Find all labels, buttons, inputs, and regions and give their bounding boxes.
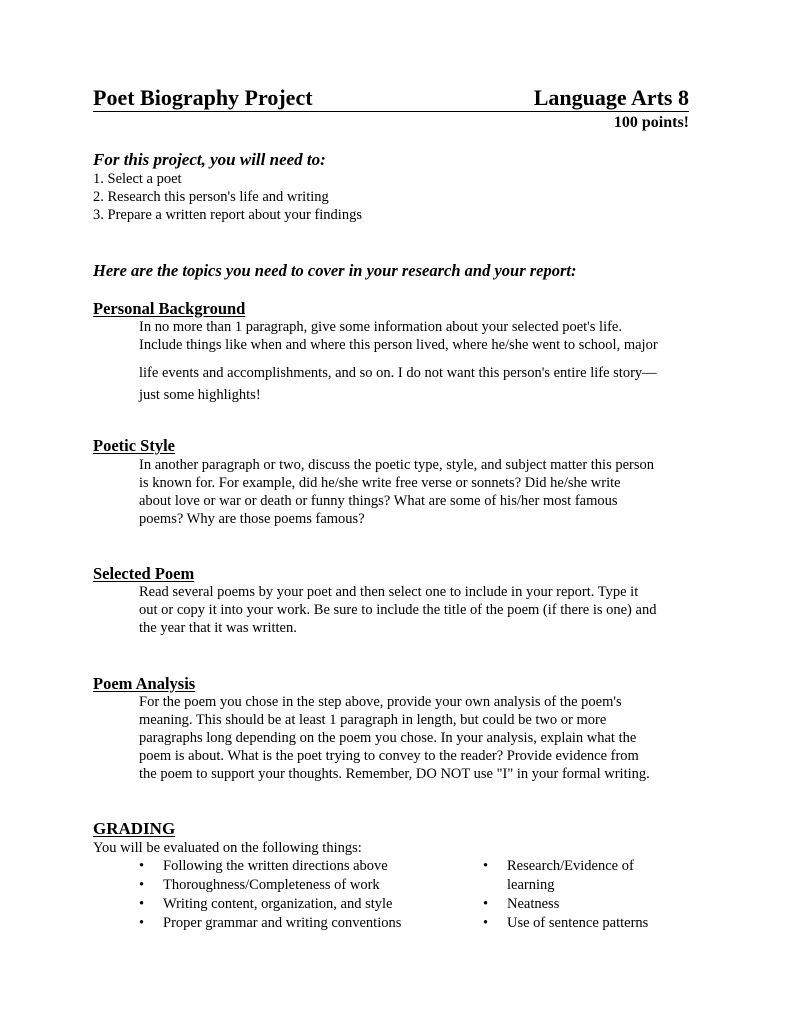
body-line: life events and accomplishments, and so on. I do not want this person's entire life story— — [139, 365, 657, 381]
grading-heading: GRADING — [93, 819, 176, 838]
requirement-item: 3. Prepare a written report about your findings — [93, 207, 362, 223]
page-title: Poet Biography Project — [93, 85, 313, 110]
poetic-style-heading: Poetic Style — [93, 436, 176, 455]
body-line: the year that it was written. — [139, 620, 297, 636]
selected-poem-body — [139, 583, 709, 637]
body-line: poem is about. What is the poet trying to convey to the reader? Provide evidence from — [139, 748, 639, 764]
poetic-style-body — [139, 456, 709, 528]
body-line: poems? Why are those poems famous? — [139, 511, 365, 527]
class-name: Language Arts 8 — [533, 85, 689, 110]
criteria-item: • Research/Evidence of learning — [483, 858, 634, 893]
selected-poem-heading: Selected Poem — [93, 564, 195, 583]
criteria-item: • Proper grammar and writing conventions — [139, 915, 402, 931]
criteria-item: • Following the written directions above — [139, 858, 388, 874]
grading-criteria-list-right — [483, 857, 683, 933]
requirement-item: 2. Research this person's life and writing — [93, 189, 329, 205]
body-line: paragraphs long depending on the poem you chose. In your analysis, explain what the — [139, 730, 637, 746]
bullet-icon: • — [483, 858, 489, 874]
body-line: For the poem you chose in the step above, provide your own analysis of the poem's — [139, 694, 622, 710]
bullet-icon: • — [139, 877, 145, 893]
points-label: 100 points! — [613, 114, 689, 131]
bullet-icon: • — [139, 858, 145, 874]
requirement-item: 1. Select a poet — [93, 171, 182, 187]
body-line: about love or war or death or funny things? What are some of his/her most famous — [139, 493, 618, 509]
requirements-heading: For this project, you will need to: — [93, 150, 326, 169]
criteria-item: • Writing content, organization, and style — [139, 896, 393, 912]
poem-analysis-body — [139, 693, 709, 783]
bullet-icon: • — [483, 896, 489, 912]
grading-intro: You will be evaluated on the following things: — [93, 840, 362, 856]
body-line: out or copy it into your work. Be sure to include the title of the poem (if there is one) and — [139, 602, 657, 618]
criteria-item: • Neatness — [483, 896, 560, 912]
poem-analysis-heading: Poem Analysis — [93, 674, 196, 693]
personal-background-body — [139, 318, 709, 406]
body-line: Read several poems by your poet and then select one to include in your report. Type it — [139, 584, 639, 600]
grading-criteria-list-left — [139, 857, 459, 933]
body-line: just some highlights! — [139, 387, 261, 403]
bullet-icon: • — [139, 915, 145, 931]
criteria-item: • Thoroughness/Completeness of work — [139, 877, 380, 893]
criteria-item: • Use of sentence patterns — [483, 915, 649, 931]
body-line: the poem to support your thoughts. Remember, DO NOT use "I" in your formal writing. — [139, 766, 650, 782]
body-line: Include things like when and where this person lived, where he/she went to school, major — [139, 337, 658, 353]
title-row — [93, 85, 689, 112]
body-line: In no more than 1 paragraph, give some information about your selected poet's life. — [139, 319, 622, 335]
body-line: In another paragraph or two, discuss the poetic type, style, and subject matter this person — [139, 457, 655, 473]
body-line: meaning. This should be at least 1 paragraph in length, but could be two or more — [139, 712, 607, 728]
requirements-list — [93, 170, 362, 224]
bullet-icon: • — [483, 915, 489, 931]
body-line: is known for. For example, did he/she write free verse or sonnets? Did he/she write — [139, 475, 621, 491]
bullet-icon: • — [139, 896, 145, 912]
topics-heading: Here are the topics you need to cover in your research and your report: — [93, 261, 577, 280]
personal-background-heading: Personal Background — [93, 299, 246, 318]
